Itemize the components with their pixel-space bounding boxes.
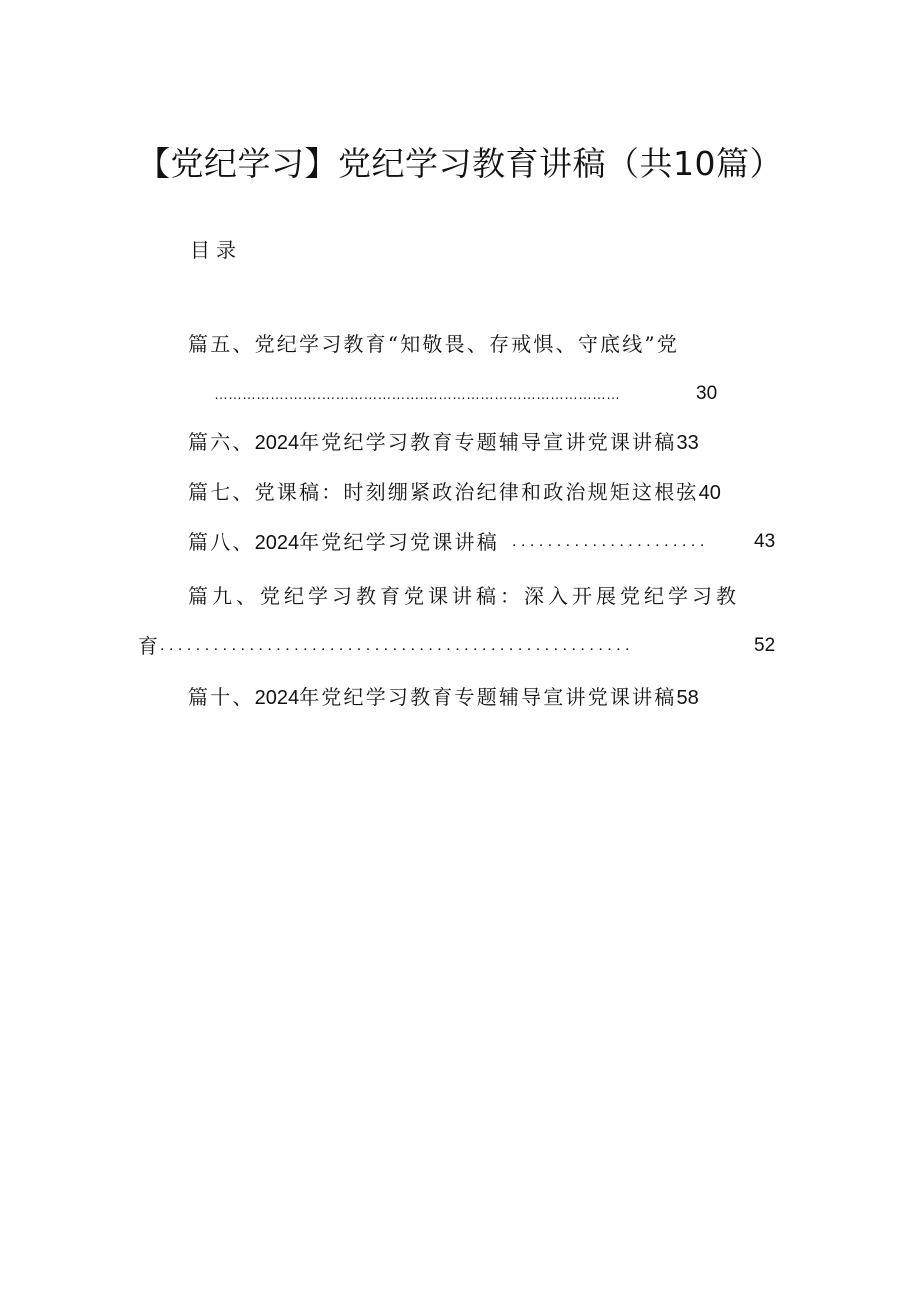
toc-entry-10-label: 年党纪学习教育专题辅导宣讲党课讲稿 xyxy=(299,685,677,709)
toc-entry-7-label: 篇七、党课稿：时刻绷紧政治纪律和政治规矩这根弦 xyxy=(188,480,699,504)
toc-entry-9-line1: 篇九、党纪学习教育党课讲稿：深入开展党纪学习教 xyxy=(188,584,740,608)
toc-entry-10-page: 58 xyxy=(676,687,699,709)
toc-entry-7-page: 40 xyxy=(698,482,721,504)
toc-entry-9-line2: 育 xyxy=(138,634,161,658)
toc-entry-9-page: 52 xyxy=(754,635,776,656)
document-title: 【党纪学习】党纪学习教育讲稿（共10篇） xyxy=(137,144,783,183)
toc-entry-8-label: 年党纪学习党课讲稿 xyxy=(299,530,499,554)
toc-entry-8-year: 2024 xyxy=(254,532,300,554)
toc-entry-9-leader: ..................................................... xyxy=(160,637,635,654)
toc-entry-10 xyxy=(188,684,699,711)
toc-entry-10-year: 2024 xyxy=(254,687,300,709)
toc-entry-6 xyxy=(188,429,699,456)
toc-heading: 目录 xyxy=(190,238,242,262)
toc-entry-5-leader: ……………․……․…………………․…………………………………… xyxy=(214,386,621,402)
toc-entry-8 xyxy=(188,529,499,556)
toc-entry-8-page: 43 xyxy=(754,531,776,552)
toc-entry-6-year: 2024 xyxy=(254,432,300,454)
toc-entry-10-prefix: 篇十、 xyxy=(188,685,255,709)
toc-entry-6-page: 33 xyxy=(676,432,699,454)
toc-entry-7 xyxy=(188,479,721,506)
toc-entry-6-prefix: 篇六、 xyxy=(188,430,255,454)
toc-entry-5-page: 30 xyxy=(696,383,718,404)
toc-entry-8-leader: ...................... xyxy=(512,533,709,550)
toc-entry-6-label: 年党纪学习教育专题辅导宣讲党课讲稿 xyxy=(299,430,677,454)
toc-entry-5-line1: 篇五、党纪学习教育“知敬畏、存戒惧、守底线”党 xyxy=(188,332,680,356)
toc-entry-8-prefix: 篇八、 xyxy=(188,530,255,554)
